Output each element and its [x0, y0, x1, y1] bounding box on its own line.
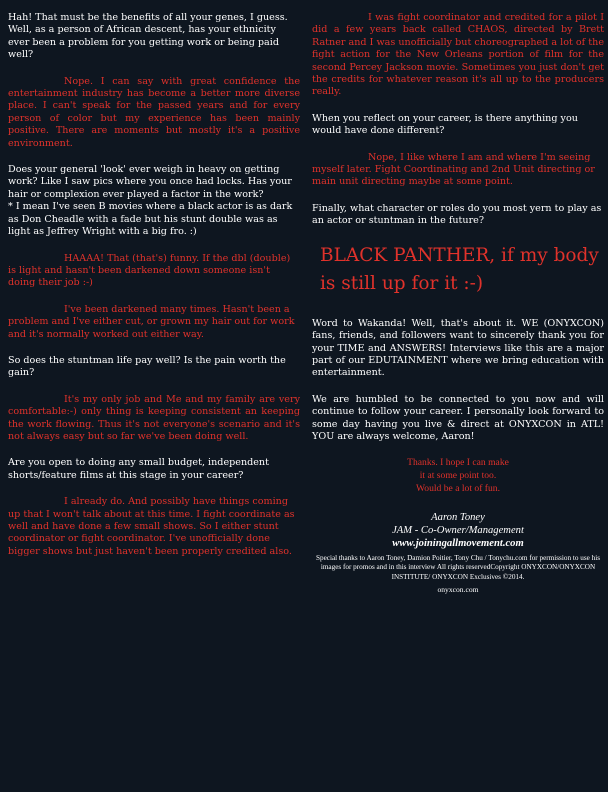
answer-darkened: I've been darkened many times. Hasn't been a problem and I've either cut, or grown my hair out for work and it's normally worked out either way. [8, 303, 295, 340]
credits-note: Special thanks to Aaron Toney, Damion Poitier, Tony Chu / Tonychu.com for permission to use his images for promos and in this interview All rights reservedCopyright ONYXCON/ONYXCON INSTITUTE/ ONYXCON Exclusives ©2014. [315, 554, 600, 581]
question-future-role: Finally, what character or roles do you most yern to play as an actor or stuntman in the future? [312, 202, 602, 227]
thanks-line: Thanks. I hope I can make [407, 457, 509, 469]
left-column [8, 12, 300, 572]
thanks-reply [312, 457, 604, 495]
site-url: onyxcon.com [437, 584, 479, 594]
headline-quote: BLACK PANTHER, if my body is still up for it :-) [320, 244, 599, 294]
question-indie: Are you open to doing any small budget, independent shorts/feature films at this stage in your career? [8, 457, 269, 481]
answer-dbl: HAAAA! That (that's) funny. If the dbl (double) is light and hasn't been darkened down someone isn't doing their job :-) [8, 252, 291, 289]
signature-name: Aaron Toney [431, 512, 485, 524]
page-edge [608, 0, 612, 792]
thanks-line: Would be a lot of fun. [416, 482, 500, 494]
closing-paragraph-1: Word to Wakanda! Well, that's about it. WE (ONYXCON) fans, friends, and followers want to sincerely thank you for your TIME and ANSWERS! Interviews like this are a major part of our EDUTAINMENT where we bring education with entertainment. [312, 317, 604, 379]
signature-url: www.joiningallmovement.com [392, 538, 524, 550]
answer-pay: It's my only job and Me and my family are very comfortable:-) only thing is keeping consistent an keeping the work flowing. Thus it's not everyone's scenario and it's not always easy but so far we've been doing well. [8, 393, 300, 442]
question-ethnicity: Hah! That must be the benefits of all your genes, I guess. Well, as a person of African descent, has your ethnicity ever been a problem for you getting work or being paid well? [8, 12, 288, 61]
closing-paragraph-2: We are humbled to be connected to you now and will continue to follow your career. I personally look forward to some day having you live & direct at ONYXCON in ATL! YOU are always welcome, Aaron! [312, 393, 604, 442]
answer-indie: I already do. And possibly have things coming up that I won't talk about at this time. I fight coordinate as well and have done a few small shows. So I either stunt coordinator or fight coordinator. I've unofficially done bigger shows but just haven't been properly credited also. [8, 496, 295, 557]
answer-ethnicity: Nope. I can say with great confidence the entertainment industry has become a better more diverse place. I can't speak for the passed years and for every person of color but my experience has been mainly positive. There are moments but mostly it's a positive environment. [8, 75, 300, 149]
right-column [312, 12, 604, 594]
question-reflect: When you reflect on your career, is there anything you would have done different? [312, 112, 578, 137]
question-look-aside: * I mean I've seen B movies where a black actor is as dark as Don Cheadle with a fade but his stunt double was as light as Jeffrey Wright with a big fro. :) [8, 201, 293, 238]
answer-reflect: Nope, I like where I am and where I'm seeing myself later. Fight Coordinating and 2nd Unit directing or main unit directing maybe at some point. [312, 151, 595, 188]
signature-title: JAM - Co-Owner/Management [392, 525, 524, 537]
question-look: Does your general 'look' ever weigh in heavy on getting work? Like I saw pics where you once had locks. Has your hair or complexion ever played a factor in the work? [8, 164, 292, 200]
thanks-line: it at some point too. [419, 469, 497, 481]
question-pay: So does the stuntman life pay well? Is the pain worth the gain? [8, 354, 286, 379]
answer-credits: I was fight coordinator and credited for a pilot I did a few years back called CHAOS, directed by Brett Ratner and I was unofficially but choreographed a lot of the fight action for the New Orleans portion of film for the second Percey Jackson movie. Sometimes you just don't get the credits for whatever reason it's all up to the producers really. [312, 12, 604, 98]
